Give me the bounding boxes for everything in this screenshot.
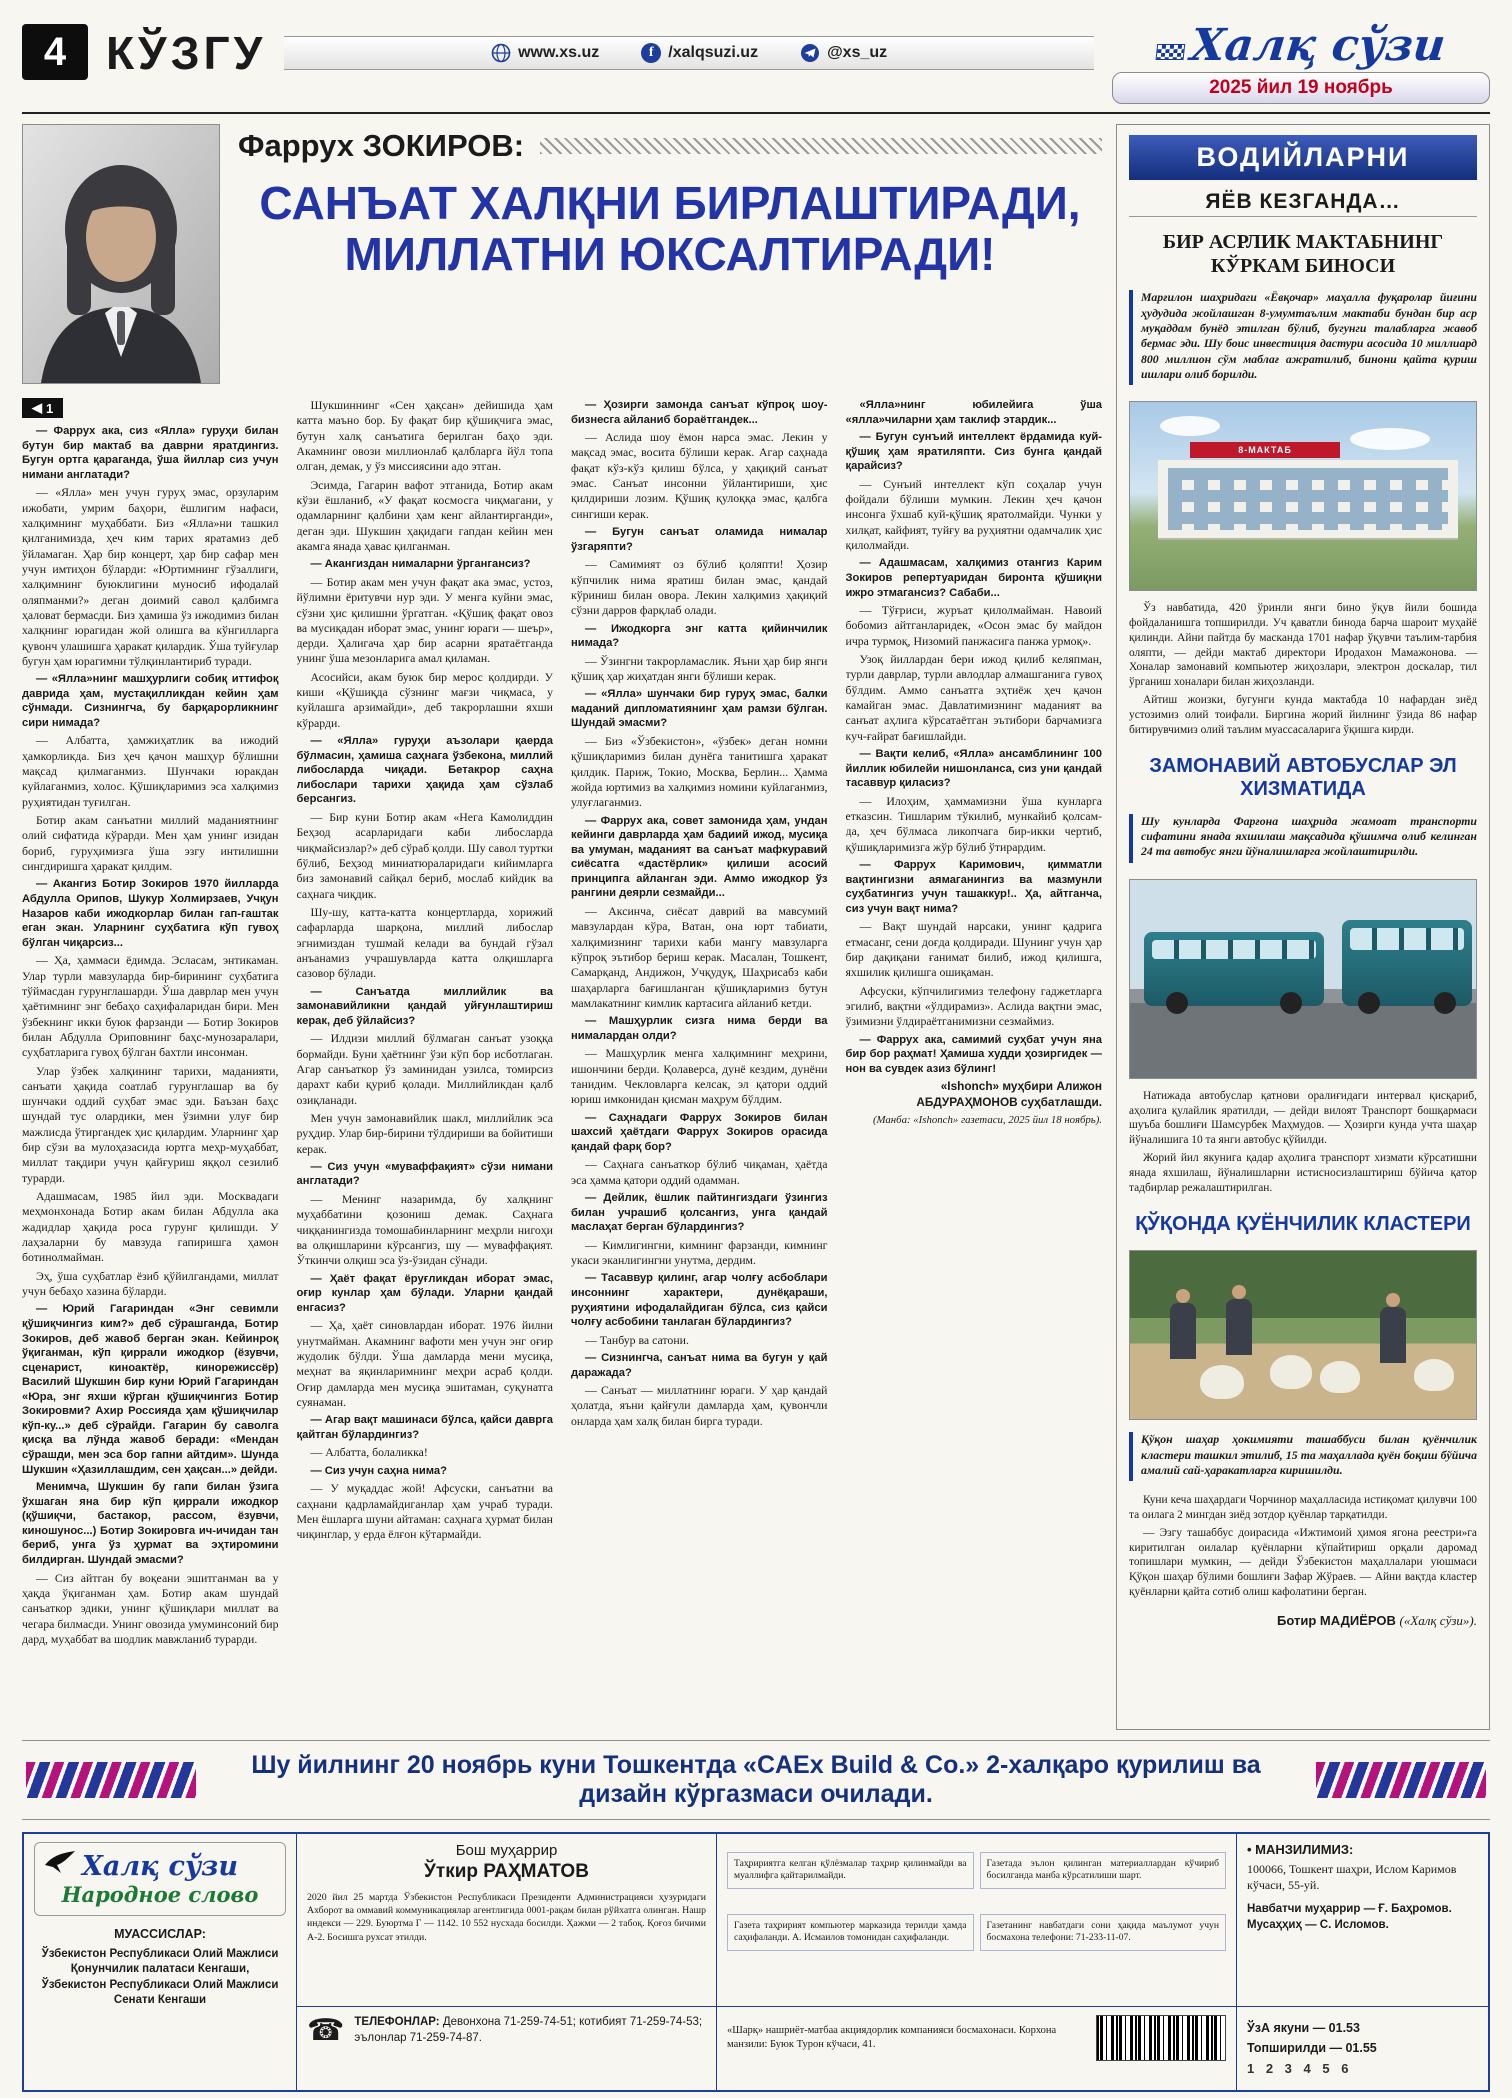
paragraph: Асосийси, акам буюк бир мерос қолдирди. У киши «Қўшиқда сўзнинг мағзи чиқмаса, у куйлашга арзимайди», деб такрорлашни яхши кўрарди. [296,669,553,730]
sidebar-byline [1129,1613,1477,1629]
paragraph: — Сиз учун саҳна нима? [310,1464,447,1477]
sidebar-article-1-lead [1129,290,1477,385]
bird-icon [43,1849,77,1875]
phones-numbers: Девонхона 71-259-74-51; котибият 71-259-74-53; эълонлар 71-259-74-87. [354,2016,703,2044]
footer-logo-uzbek: Халқ сўзи [81,1851,239,1882]
paragraph: — Юрий Гагариндан «Энг севимли қўшиқчингиз ким?» деб сўрашганда, Ботир Зокиров, деб жавоб берган экан. Кейинроқ ўқиганман, кўп қиррали ижодкор (ёзувчи, сценарист, киноактёр, кинорежиссёр) Василий Шукшин бир куни Юрий Гагариндан «Юра, энг яхши кўрган қўшиқчингиз Ботир Зокировми? Ахир Россияда ҳам қўшиқчилар кўп-ку...» деб сўрайди. Гагарин бу саволга қисқа ва лўнда жавоб беради: «Мендан сўрашди, мен эса бор гапни айтдим». Шунда Шукшин «Ҳазиллашдим, сен ҳақсан...» дейди. [22,1303,279,1476]
paragraph: — Адашмасам, халқимиз отангиз Карим Зокиров репертуаридан биронта қўшиқни ижро этмагансиз? Сабаби... [845,557,1102,599]
editor-name: Ўткир РАҲМАТОВ [424,1861,589,1882]
person-shape [1170,1303,1196,1359]
paragraph: — «Ялла» мен учун гуруҳ эмас, орзуларим ижобати, умрим баҳори, ёшлигим нафаси, халқимнинг муҳаббати. Биз «Ялла»ни ташкил қилганимизда, ҳеч ким тарих яратамиз деб ўйламаган. Ҳар бир концерт, ҳар бир сафар мен учун имтиҳон бўларди: «Юртимнинг гўзаллиги, халқимнинг буюклигини муносиб ифодалай оляпманми?» деган доимий савол қалбимга ҳаловат бермасди. Биз ҳамиша ўз ижодимиз билан халқнинг юрагидан жой олишга ва кўнгилларга қувонч улашишга ҳаракат қилардик. Ўша туйғулар бугун ҳам юрагимни тўлқинлантириб туради. [22,485,279,668]
paragraph: — Бир куни Ботир акам «Нега Камолиддин Беҳзод асарларидаги каби либосларда чиқмайсизлар?» деб сўраб қолди. Шу савол туртки бўлиб, Беҳзод миниатюраларидаги кийимларга биз замонавий сайқал бериб, мослаб кийдик ва саҳнага чиқдик. [296,809,553,901]
sidebar [1116,124,1490,1730]
phone-icon: ☎ [307,2013,345,2047]
uza-time: ЎзА якуни — 01.53 [1247,2021,1360,2035]
checkered-flag-decoration [1155,44,1185,60]
bus-wheel [1166,992,1188,1014]
person-shape [1226,1299,1252,1355]
paragraph: — Фаррух ака, самимий суҳбат учун яна бир бор раҳмат! Ҳамиша худди ҳозиргидек — нон ва сувдек азиз бўлинг! [845,1033,1102,1075]
colophon-logo-founders [24,1834,296,2090]
issue-date: 2025 йил 19 ноябрь [1112,72,1490,104]
interviewee-photo [22,124,220,384]
column-2-text [297,398,554,1543]
article-headline [238,178,1102,279]
founders-title: МУАССИСЛАР: [114,1927,206,1941]
bus-wheel [1358,992,1380,1014]
sidebar-series-subtitle: ЯЁВ КЕЗГАНДА… [1129,186,1477,217]
main-article [22,124,1102,1730]
masthead-text: Халқ сўзи [1188,20,1448,71]
footer-logo-box [34,1842,286,1916]
sack-shape [1414,1359,1454,1391]
paragraph: — Менинг назаримда, бу халқнинг муҳаббатини қозониш демак. Саҳнага чиққанингизда томошабинларнинг меҳрли нигоҳи ва олқишларини кўрсангиз, шу — муваффақият. Ўткинчи олқиш эса ўз-ўзидан сўнади. [296,1191,553,1268]
telegram-item [800,43,887,63]
paragraph: — Эзгу ташаббус доирасида «Ижтимоий ҳимоя ягона реестри»га киритилган оилалар қуёнларни кўпайтириш орқали даромад топишлари мумкин, — дейди Ўзбекистон маҳаллалари уюшмаси Қўқон шаҳар бўлими бошлиғи Зафар Жўраев. — Айни вақтда кластер қуёнларни қайта сотиб олиш кафолатини берган. [1129,1526,1477,1599]
website-item [491,43,599,63]
sidebar-article-3-title: ҚЎҚОНДА ҚУЁНЧИЛИК КЛАСТЕРИ [1135,1212,1471,1235]
paragraph: Натижада автобуслар қатнови оралиғидаги интервал қисқариб, аҳолига қулайлик яратилди, — дейди вилоят Транспорт бошқармаси шуъба бошлиғи Шамсурбек Маҳмудов. — Ҳозирги кунда учта шаҳар йўналишига 10 та янги автобус қўйилди. [1129,1089,1477,1147]
school-sign: 8-МАКТАБ [1190,442,1340,458]
paragraph: — Ҳозирги замонда санъат кўпроқ шоу-бизнесга айланиб бораётгандек... [571,399,828,426]
paragraph: — Ижодкорга энг катта қийинчилик нимада? [571,622,828,650]
phones-row [307,2015,706,2046]
paragraph: — Албатта, ҳамжиҳатлик ва ижодий ҳамкорликда. Биз ҳеч қачон машҳур бўлишни мақсад қилмаганмиз. Шунчаки юракдан куйлаганмиз, холос. Қўшиқларимиз эса халқимиз руҳиятидан туғилган. [22,733,279,809]
paragraph: — Акангиздан нималарни ўргангансиз? [310,558,531,571]
paragraph: — Ҳаёт фақат ёруғликдан иборат эмас, оғир кунлар ҳам бўлади. Уларни қандай енгасиз? [296,1272,553,1314]
chevron-decoration-right [1316,1762,1486,1798]
paragraph: — Сизнингча, санъат нима ва бугун у қай даражада? [571,1352,828,1379]
paragraph: — «Ялла»нинг машҳурлиги собиқ иттифоқ даврида ҳам, мустақилликдан кейин ҳам сўнмади. Сизнингча, бу барқарорликнинг сири нимада? [22,673,279,729]
article-column-4 [846,398,1103,1730]
headline-line-2: МИЛЛАТНИ ЮКСАЛТИРАДИ! [344,227,996,280]
phones-title: ТЕЛЕФОНЛАР: [354,2016,440,2028]
press-times-block [1236,2006,1488,2090]
paragraph: — Акангиз Ботир Зокиров 1970 йилларда Абдулла Орипов, Шукур Холмирзаев, Учқун Назаров каби ижодкорлар билан гап-гаштак еган экан. Уларнинг суҳбатига кўп гувоҳ бўлган чиқарсиз... [22,878,279,949]
founder-2: Ўзбекистон Республикаси Олий Мажлиси Сенати Кенгаши [41,1978,279,2007]
column-3-text [571,398,828,1429]
section-title: КЎЗГУ [106,27,267,79]
footer-logo-russian: Народное слово [61,1882,259,1907]
paragraph: — Ҳа, ҳаммаси ёдимда. Эсласам, энтикаман. Улар турли мавзуларда бир-бирининг суҳбатига тўймасдан гурунглашарди. Ўша даврлар мен учун ҳаётимнинг энг бебаҳо саҳифаларидан бири. Мен ўзбекнинг икки буюк фарзанди — Ботир Зокиров билан Абдулла Ориповнинг баҳс-мунозаралари, суҳбатларига гувоҳ бўлган бахтли инсонман. [22,953,279,1060]
paragraph: — Бугун санъат оламида нималар ўзгаряпти? [571,526,828,553]
bus-windows [1152,940,1316,959]
paragraph: — Вақти келиб, «Ялла» ансамблининг 100 йиллик юбилейи нишонланса, сиз уни қандай тасаввур қиласиз? [845,748,1102,790]
paragraph: Ўз навбатида, 420 ўринли янги бино ўқув йили бошида фойдаланишга топширилди. Уч қаватли бинода барча шароит муҳайё қилинди. Айни пайтда бу масканда 1701 нафар ўқувчи таълим-тарбия оляпти, — дейди мактаб директори Иродахон Мамажонова. — Хоналар замонавий компьютер жиҳозлари, электрон доскалар, тил ўрганиш хоналари билан жиҳозланди. [1129,602,1477,689]
printhouse-row [727,2015,1226,2061]
sidebar-article-1-title: БИР АСРЛИК МАКТАБНИНГ КЎРКАМ БИНОСИ [1162,231,1444,277]
paragraph: — Танбур ва сатони. [585,1332,689,1347]
barcode [1096,2015,1226,2061]
paragraph: — Биз «Ўзбекистон», «ўзбек» деган номни қўшиқларимиз билан дунёга танитишга ҳаракат қилдик. Париж, Токио, Москва, Берлин... Ҳамма жойда юртимиз ва халқимиз номини куйлаганмиз, улуғлаганмиз. [571,734,828,810]
paragraph: — Сунъий интеллект кўп соҳалар учун фойдали бўлиши мумкин. Лекин ҳеч қачон инсонга ўхшаб куй-қўшиқ яратолмайди. Чунки у хилқат, кайфият, туйғу ва руҳиятни одамчалик ҳис қилолмайди. [845,476,1102,553]
paragraph: — Санъатда миллийлик ва замонавийликни қандай уйғунлаштириш керак, деб ўйлайсиз? [296,985,553,1027]
sidebar-author-org: («Халқ сўзи»). [1399,1612,1477,1628]
sidebar-article-1-body [1129,601,1477,740]
website-text: www.xs.uz [518,44,600,61]
kicker-row [238,128,1102,164]
press-sheet-digits: 1 2 3 4 5 6 [1247,2061,1353,2076]
paragraph: Ботир акам санъатни миллий маданиятнинг олий сифатида кўрарди. Мен ҳам унинг изидан бориб, гуруҳимизга ўша эзгу интилишни сингдиришга ҳаракат қилдим. [22,813,279,874]
paragraph: Менимча, Шукшин бу гапи билан ўзига ўхшаган яна бир кўп қиррали ижодкор (қўшиқчи, бастакор, рассом, ёзувчи, киношунос...) Ботир Зокировга ич-ичидан тан бериб, унга ўз ҳурмат ва эҳтиромини билдирган. Шундай эмасми? [22,1481,279,1566]
address-text: 100066, Тошкент шаҳри, Ислом Каримов кўчаси, 55-уй. [1247,1862,1457,1893]
proofreader: Мусаҳҳиҳ — С. Исломов. [1247,1919,1389,1932]
paragraph: Таҳририятга келган қўлёзмалар таҳрир қилинмайди ва муаллифга қайтарилмайди. [727,1852,974,1889]
sack-shape [1200,1365,1244,1399]
paragraph: Жорий йил якунига қадар аҳолига транспорт хизмати кўрсатишни янада яхшилаш, йўналишларни истисносизлаштириш бўйича қатор тадбирлар режалаштирилган. [1129,1152,1477,1194]
press-times [1247,2015,1478,2082]
editor-block [296,1834,716,2006]
article-columns [22,398,1102,1730]
bus-shape [1144,932,1324,1006]
school-photo [1129,401,1477,591]
paragraph: — Кимлигингни, кимнинг фарзанди, кимнинг укаси эканлигингни унутма, дердим. [571,1237,828,1268]
paragraph: Қўқон шаҳар ҳокимияти ташаббуси билан қуёнчилик кластери ташкил этилиб, 15 та маҳаллада қуён боқиш бўйича амалий сай-ҳаракатларга киришилди. [1141,1432,1477,1477]
paragraph: — Аксинча, сиёсат даврий ва мавсумий мавзулардан кўра, Ватан, она юрт табиати, халқимизнинг тарихи каби мангу мавзуларга кўпроқ эътибор бериш керак. Масалан, Тошкент, Самарқанд, Андижон, Учқудуқ, Шаҳрисабз каби шаҳарларга бағишланган қўшиқларимиз бутун мамлакатнинг кимлик картасига айланиб кетди. [571,904,828,1010]
paragraph: — Саҳнадаги Фаррух Зокиров билан шахсий ҳаётдаги Фаррух Зокиров орасида қандай фарқ бор? [571,1111,828,1153]
page-header [22,20,1490,114]
address-title: • МАНЗИЛИМИЗ: [1247,1842,1354,1857]
paragraph: Куни кеча шаҳардаги Чорчинор маҳалласида истиқомат қилувчи 100 та оилага 2 мингдан зиёд зотдор қуёнлар тарқатилди. [1129,1494,1477,1521]
sidebar-author: Ботир МАДИЁРОВ [1277,1612,1396,1628]
paragraph: — Фаррух Каримович, қимматли вақтингизни аямаганингиз ва мазмунли суҳбатингиз учун ташаккур!.. Ҳа, айтганча, сиз учун вақт нима? [845,859,1102,915]
paragraph: Эсимда, Гагарин вафот этганида, Ботир акам кўзи ёшланиб, «У фақат космосга чиқмагани, у одамларнинг қалбини ҳам кенг айлантирганди», деган эди. Шукшин ҳақидаги гапдан кейин мен акамга янада ҳавас қилганман. [296,477,553,553]
paragraph: Газетада эълон қилинган материаллардан кўчириб босилганда манба кўрсатилиши шарт. [980,1852,1227,1889]
paragraph: — Ҳа, ҳаёт синовлардан иборат. 1976 йилни унутмайман. Акамнинг вафоти мен учун энг оғир жудолик бўлди. Ўша дамларда мени мусиқа, меҳнат ва яқинларимнинг меҳри асраб қолди. Оғир дамларда мен мусиқа эшитаман, суқунатга суянаман. [296,1318,553,1409]
rabbit-cluster-photo [1129,1250,1477,1420]
paragraph: — У муқаддас жой! Афсуски, санъатни ва саҳнани қадрламайдиганлар ҳам учраб туради. Мен ёшларга шуни айтаман: саҳнага ҳурмат билан чиқинглар, у ерда ёлғон кўтармайди. [296,1481,553,1542]
school-building-shape [1158,460,1458,538]
cloud-shape [1350,428,1430,450]
paragraph: Узоқ йиллардан бери ижод қилиб келяпман, турли даврлар, турли авлодлар алмашганига гувоҳ бўлдим. Аммо санъатга эҳтиёж ҳеч қачон камайган эмас. Давлатимизнинг маданият ва санъат аҳлига кўрсатаётган эътибори барчамизга куч-ғайрат бағишлайди. [845,652,1102,743]
paragraph: Улар ўзбек халқининг тарихи, маданияти, санъати ҳақида соатлаб гурунглашар ва бу шунчаки оддий суҳбат эмас эди. Баъзан баҳс шундай тус олардики, мен ўзимни улуғ бир мажлисда ўтиргандек ҳис қилардим. Уларнинг ҳар бир сўзи ва мулоҳазасида юртга меҳр-муҳаббат, миллат тақдири учун қайғуриш яққол сезилиб турарди. [22,1063,279,1185]
sidebar-series-title: ВОДИЙЛАРНИ [1129,135,1477,180]
registration-info: 2020 йил 25 мартда Ўзбекистон Республикаси Президенти Администрацияси ҳузуридаги Ахборот ва оммавий коммуникациялар агентлигида 0001-рақам билан рўйхатга олинган. Нашр индекси — 229. Буюртма Г — 1142. 10 552 нусхада босилди. Ҳажми — 2 табоқ. Қоғоз бичими А-2. Босишга рухсат этилди. [307,1892,706,1943]
paragraph: — Вақт шундай нарсаки, унинг қадрига етмасанг, сени доғда қолдиради. Шунинг учун ҳар бир дақиқани ғанимат билиб, ижод қилишга, яхшилик қилишга ошиқаман. [845,919,1102,980]
printhouse-text: «Шарқ» нашриёт-матбаа акциядорлик компанияси босмахонаси. Корхона манзили: Буюк Турон кўчаси, 41. [727,2024,1057,2050]
bus-wheel [1434,992,1456,1014]
founders-block [34,1926,286,2009]
sidebar-article-2-lead [1129,814,1477,863]
paragraph: Айтиш жоизки, бугунги кунда мактабда 10 нафардан зиёд устозимиз олий тоифали. Биргина жорий йилнинг ўзида 86 нафар битирувчимиз олий таълим муассасаларига ўқишга кирди. [1129,694,1477,736]
chevron-decoration-left [26,1762,196,1798]
printhouse-block [716,2006,1236,2090]
phones-text [354,2015,706,2046]
article-column-3 [571,398,828,1730]
paragraph: — «Ялла» шунчаки бир гуруҳ эмас, балки маданий дипломатиянинг ҳам рамзи бўлган. Шундай эмасми? [571,688,828,730]
headline-block [238,124,1102,384]
paragraph: — Сиз учун «муваффақият» сўзи нимани англатади? [296,1160,553,1188]
content-area [22,124,1490,1730]
paragraph: Мен учун замонавийлик шакл, миллийлик эса руҳдир. Улар бир-бирини тўлдириши ва бойитиши керак. [296,1110,553,1156]
column-4-text [846,398,1103,1127]
school-windows [1168,468,1448,530]
sidebar-article-3-body [1129,1493,1477,1603]
masthead-block [1112,20,1490,104]
founder-1: Ўзбекистон Республикаси Олий Мажлиси Қонунчилик палатаси Кенгаши, [41,1947,279,1976]
paragraph: — Илоҳим, ҳаммамизни ўша кунларга етказсин. Тишларим тўкилиб, мункайиб қолсам-да, ҳеч бўлмаса ликопчага бир-икки чертиб, қўшиқларимизга жўр бўлиб ўтирардим. [845,793,1102,854]
cloud-shape [1160,416,1220,436]
announcement-text: Шу йилнинг 20 ноябрь куни Тошкентда «CAEx Build & Co.» 2-халқаро қурилиш ва дизайн кўргазмаси очилади. [251,1751,1261,1808]
paragraph: — Ўзингни такрорламаслик. Яъни ҳар бир янги қўшиқ ҳар жиҳатдан янги бўлиши керак. [571,653,828,683]
facebook-item [641,43,758,63]
paragraph: — Машҳурлик сизга нима берди ва нималардан олди? [571,1015,828,1042]
paragraph: — Илдизи миллий бўлмаган санъат узоққа бормайди. Буни ҳаётнинг ўзи кўп бор исботлаган. Агар санъаткор ўз заминидан узилса, томирсиз дарахт каби қуриб қолади. Миллийликдан қалб озиқланади. [296,1031,553,1107]
paragraph: — Албатта, болаликка! [310,1445,428,1460]
sidebar-article-2-title: ЗАМОНАВИЙ АВТОБУСЛАР ЭЛ ХИЗМАТИДА [1149,754,1457,801]
paragraph: Эҳ, ўша суҳбатлар ёзиб қўйилгандами, миллат учун бебаҳо хазина бўларди. [22,1268,279,1299]
portrait-art [23,125,219,383]
telegram-text: @xs_uz [827,44,888,61]
paragraph: — Тасаввур қилинг, агар чолғу асбоблари инсоннинг характери, дунёқараши, руҳиятини ифодалайдиган бўлса, сиз қайси чолғу асбобини танлаган бўлардингиз? [571,1272,828,1329]
paragraph: — Дейлик, ёшлик пайтингиздаги ўзингиз билан учрашиб қолсангиз, унга қандай маслаҳат берган бўлардингиз? [571,1192,828,1234]
bus-wheel [1280,992,1302,1014]
sidebar-article-2-body [1129,1089,1477,1199]
paragraph: — Фаррух ака, совет замонида ҳам, ундан кейинги даврларда ҳам бадиий ижод, мусиқа ва умуман, маданият ва санъат мафкуравий сиёсатга «дастёрлик» қилиши асосий принципга айланган эди. Аммо ижодкор ўз рангини деярли сезмайди... [571,814,828,900]
article-header [22,124,1102,384]
person-shape [1380,1307,1406,1363]
announcement-banner [22,1740,1490,1820]
paragraph: — Тўғриси, журъат қилолмайман. Навоий бобомиз айтганларидек, «Осон эмас бу майдон ичра турмоқ, Низомий панжасига панжа урмоқ». [845,603,1102,648]
paragraph: Марғилон шаҳридаги «Ёвқочар» маҳалла фуқаролар йиғини ҳудудида жойлашган 8-умумтаълим мактаби бундан бир аср муқаддам бунёд этилган бўлиб, бугунги талабларга жавоб бермас эди. Шу боис инвестиция дастури асосида 10 миллиард 800 миллион сўм маблағ ажратилиб, бинони қайта қуриш ишлари олиб борилди. [1141,290,1477,381]
article-column-1 [22,398,279,1730]
notes-grid [727,1842,1226,1960]
phones-block [296,2006,716,2090]
paragraph: — Санъат — миллатнинг юраги. У ҳар қандай ҳолатда, яъни қайғули дамларда ҳам, қувончли онларда ҳам халқ билан бирга туради. [571,1383,828,1428]
headline-line-1: САНЪАТ ХАЛҚНИ БИРЛАШТИРАДИ, [259,177,1081,229]
bus-shape [1342,920,1472,1006]
paragraph: «Ishonch» муҳбири Алижон АБДУРАҲМОНОВ суҳбатлашди. [916,1079,1102,1109]
paragraph: — Ботир акам мен учун фақат ака эмас, устоз, йўлимни ёритувчи нур эди. У менга куйни эмас, сўзни ҳис қилишни ўргатган. «Қўшиқ фақат овоз ва мусиқадан иборат эмас, унинг юраги — шеър», дерди. Ҳалигача ҳар бир асарни яратаётганда унинг ўша мезонларига амал қиламан. [296,574,553,666]
paragraph: — Агар вақт машинаси бўлса, қайси даврга қайтган бўлардингиз? [296,1414,553,1441]
editor-label: Бош муҳаррир [455,1842,558,1859]
paragraph: Шукшиннинг «Сен ҳақсан» дейишида ҳам катта маъно бор. Бу фақат бир қўшиқчига эмас, бутун халқ санъатига берилган баҳо эди. Акамнинг овози миллионлаб қалбларга йўл топа олган, демак, у ўз миссиясини адо этган. [296,398,553,474]
interviewee-name: Фаррух ЗОКИРОВ: [238,128,525,163]
continued-page-number: 1 [46,400,54,416]
sack-shape [1320,1361,1360,1393]
globe-icon [491,43,511,63]
paragraph: — Аслида шоу ёмон нарса эмас. Лекин у мақсад эмас, восита бўлиши керак. Агар саҳнада фақат кўз-кўз қилиш бўлса, у ҳақиқий санъат эмас. Санъат инсонни ўйлантириши, ҳис қилдириши лозим. Қўшиқ қулоққа эмас, қалбга сингиши керак. [571,430,828,521]
duty-editor: Навбатчи муҳаррир — Ғ. Баҳромов. [1247,1903,1452,1916]
bus-photo [1129,879,1477,1079]
address-block [1236,1834,1488,2006]
paragraph: Газетанинг навбатдаги сони ҳақида маълумот учун босмахона телефони: 71-233-11-07. [980,1914,1227,1951]
paragraph: «Ялла»нинг юбилейига ўша «ялла»чиларни ҳам таклиф этардик... [845,399,1102,426]
paragraph: — Саҳнага санъаткор бўлиб чиқаман, ҳаётда эса ҳамма қатори оддий одамман. [571,1157,828,1187]
paragraph: — Машҳурлик менга халқимнинг меҳрини, ишончини берди. Қолаверса, дунё кездим, дунёни танидим. Чекловларга келсак, эл қатори оддий юриш имконидан қисман маҳрум бўлдим. [571,1046,828,1107]
paragraph: Афсуски, кўпчилигимиз телефону гаджетларга эгилиб, вақтни «ўлдирамиз». Аслида вақтни эмас, ўзимизни ўлдираётганимизни сезмаймиз. [845,983,1102,1029]
column-1-text [22,424,279,1647]
paragraph: — Самимият оз бўлиб қоляпти! Ҳозир кўпчилик нима яратиш билан эмас, қандай кўриниш билан овора. Лекин халқимиз ҳақиқий сўзни дарров фарқлаб олади. [571,557,828,618]
paragraph: — Бугун сунъий интеллект ёрдамида куй-қўшиқ ҳам яратиляпти. Сиз бунга қандай қарайсиз? [845,431,1102,473]
contact-strip [284,36,1094,70]
page-number: 4 [22,24,88,80]
facebook-text: /xalqsuzi.uz [668,44,759,61]
paragraph: — Сиз айтган бу воқеани эшитганман ва у ҳақда ўқиганман ҳам. Ботир акам шундай санъаткор эдики, унинг қўшиқлари миллат ва чегара билмасди. Унинг овозида умуминсоний бир дард, муҳаббат ва шодлик мавжланиб турарди. [22,1570,279,1646]
sidebar-article-3-lead [1129,1432,1477,1481]
article-column-2 [297,398,554,1730]
hatch-decoration [540,138,1102,154]
telegram-icon [800,43,820,63]
sack-shape [1270,1355,1312,1389]
paragraph: Адашмасам, 1985 йил эди. Москвадаги меҳмонхонада Ботир акам билан Абдулла ака жадидлар ҳақида роса гурунг қилишди. У лаҳзаларни бу мавзуда гапиришга ҳамон ботинолмайман. [22,1189,279,1265]
continued-marker: ◀ 1 [22,398,63,418]
paragraph: Шу-шу, катта-катта концертларда, хорижий сафарларда шарқона, миллий либослар эгнимиздан тушмай келади ва бундай гўзал анъанамиз учрашувларда катта олқишларга сазовор бўлади. [296,904,553,981]
submitted-time: Топширилди — 01.55 [1247,2041,1377,2055]
paragraph: Шу кунларда Фарғона шаҳрида жамоат транспорти сифатини янада яхшилаш мақсадида қўшимча олиб келинган 24 та автобус янги йўналишларга жойлаштирилди. [1141,813,1477,859]
paragraph: — «Ялла» гуруҳи аъзолари қаерда бўлмасин, ҳамиша саҳнага ўзбекона, миллий либосларда чиқади. Бетакрор саҳна либослари тарихи ҳақида ҳам сўзлаб берсангиз. [296,735,553,806]
masthead-logo [1110,20,1493,71]
facebook-icon: f [641,43,661,63]
paragraph: Газета таҳририят компьютер марказида терилди ҳамда саҳифаланди. А. Исмаилов томонидан саҳифаланди. [727,1914,974,1951]
bus-windows [1350,928,1464,950]
paragraph: (Манба: «Ishonch» газетаси, 2025 йил 18 ноябрь). [872,1113,1102,1126]
colophon [22,1832,1490,2092]
colophon-notes [716,1834,1236,2006]
paragraph: — Фаррух ака, сиз «Ялла» гуруҳи билан бутун бир мактаб ва даврни яратдингиз. Бугун ортга қараганда, ўша йиллар сиз учун нимани англатади? [22,425,279,481]
